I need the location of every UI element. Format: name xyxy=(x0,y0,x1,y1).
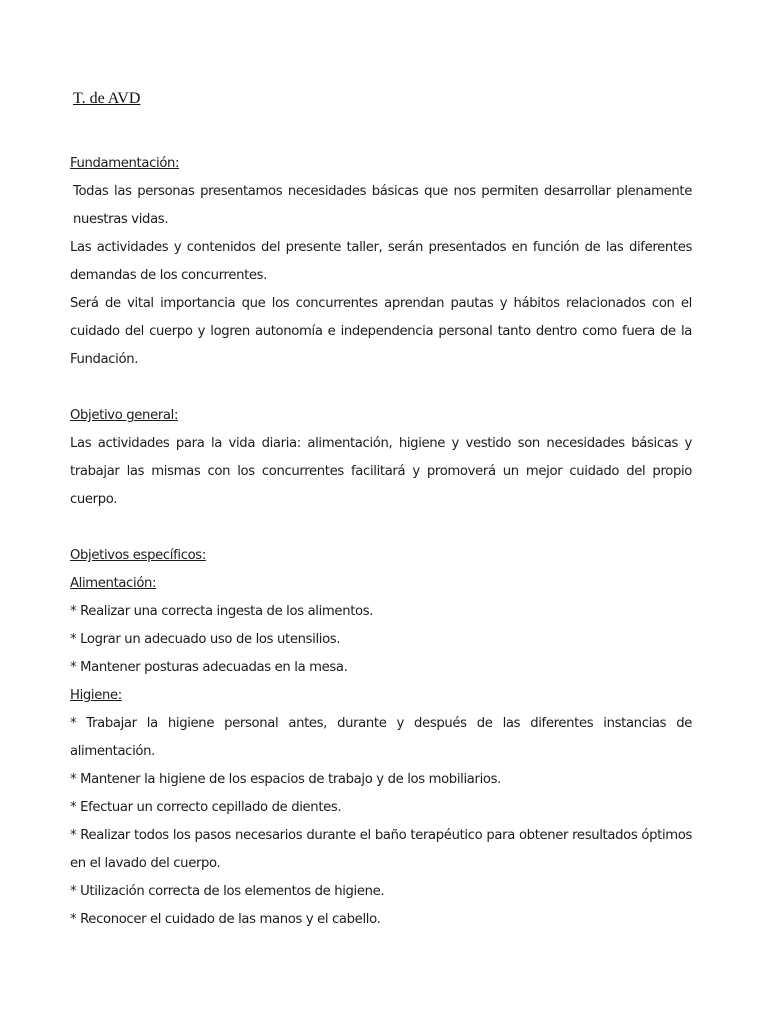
list-item: * Reconocer el cuidado de las manos y el cabello. xyxy=(70,912,381,927)
spacer xyxy=(70,514,692,542)
document-body xyxy=(70,150,692,934)
list-item: * Realizar una correcta ingesta de los alimentos. xyxy=(70,604,374,619)
alimentacion-heading: Alimentación: xyxy=(70,576,157,591)
fundamentacion-paragraph-3: Será de vital importancia que los concurrentes aprendan pautas y hábitos relacionados con el cuidado del cuerpo y logren autonomía e independencia personal tanto dentro como fuera de la Fundación. xyxy=(70,296,692,367)
list-item: * Utilización correcta de los elementos de higiene. xyxy=(70,884,385,899)
document-title: T. de AVD xyxy=(73,90,141,107)
list-item: * Efectuar un correcto cepillado de dientes. xyxy=(70,800,342,815)
fundamentacion-paragraph-2: Las actividades y contenidos del presente taller, serán presentados en función de las diferentes demandas de los concurrentes. xyxy=(70,240,692,283)
objetivos-especificos-heading: Objetivos específicos: xyxy=(70,548,206,563)
list-item: * Realizar todos los pasos necesarios durante el baño terapéutico para obtener resultados óptimos en el lavado del cuerpo. xyxy=(70,828,692,871)
list-item: * Lograr un adecuado uso de los utensilios. xyxy=(70,632,341,647)
spacer xyxy=(70,374,692,402)
list-item: * Mantener posturas adecuadas en la mesa. xyxy=(70,660,348,675)
higiene-heading: Higiene: xyxy=(70,688,122,703)
objetivo-general-heading: Objetivo general: xyxy=(70,408,179,423)
fundamentacion-heading: Fundamentación: xyxy=(70,156,180,171)
fundamentacion-paragraph-1: Todas las personas presentamos necesidades básicas que nos permiten desarrollar plenamente nuestras vidas. xyxy=(73,184,692,227)
objetivo-general-paragraph: Las actividades para la vida diaria: alimentación, higiene y vestido son necesidades básicas y trabajar las mismas con los concurrentes facilitará y promoverá un mejor cuidado del propio cuerpo. xyxy=(70,436,692,507)
list-item: * Mantener la higiene de los espacios de trabajo y de los mobiliarios. xyxy=(70,772,501,787)
list-item: * Trabajar la higiene personal antes, durante y después de las diferentes instancias de alimentación. xyxy=(70,716,692,759)
